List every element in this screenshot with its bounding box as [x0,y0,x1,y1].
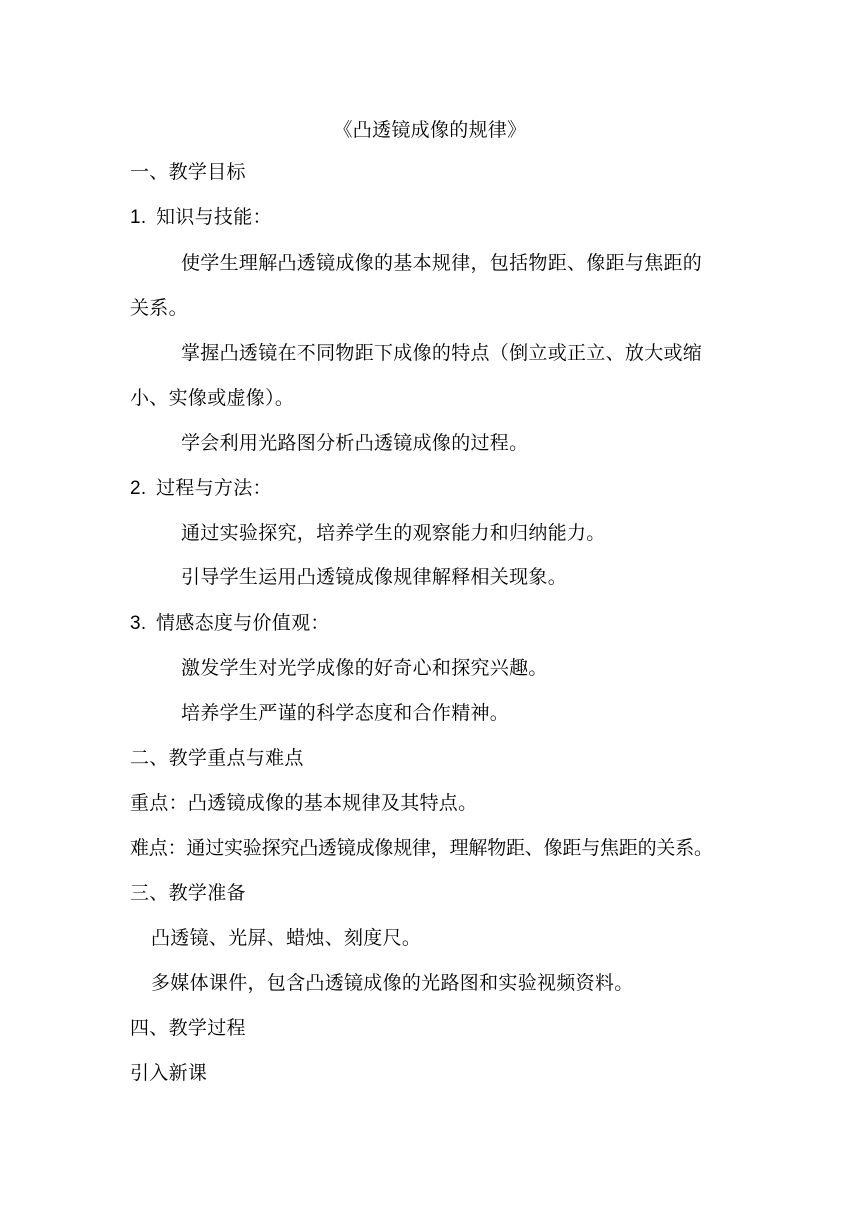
item-label: 知识与技能： [156,206,272,228]
paragraph-line: 使学生理解凸透镜成像的基本规律，包括物距、像距与焦距的 [181,252,703,274]
document-title: 《凸透镜成像的规律》 [333,119,527,141]
section-heading-key-difficult: 二、教学重点与难点 [130,747,304,769]
paragraph-line: 培养学生严谨的科学态度和合作精神。 [181,702,510,724]
paragraph-line: 凸透镜、光屏、蜡烛、刻度尺。 [151,927,422,949]
difficult-point: 难点：通过实验探究凸透镜成像规律，理解物距、像距与焦距的关系。 [130,837,713,859]
item-number: 1. [130,207,147,228]
item-label: 情感态度与价值观： [156,612,330,634]
section-heading-preparation: 三、教学准备 [130,882,246,904]
paragraph-line: 通过实验探究，培养学生的观察能力和归纳能力。 [181,522,606,544]
paragraph-line: 小、实像或虚像）。 [130,387,295,409]
item-label: 过程与方法： [156,477,272,499]
paragraph-line: 引导学生运用凸透镜成像规律解释相关现象。 [181,566,568,588]
section-heading-process: 四、教学过程 [130,1017,246,1039]
paragraph-line: 激发学生对光学成像的好奇心和探究兴趣。 [181,657,548,679]
paragraph-line: 掌握凸透镜在不同物距下成像的特点（倒立或正立、放大或缩 [181,342,703,364]
item-number: 3. [130,613,147,634]
paragraph-line: 关系。 [130,297,188,319]
item-knowledge-skills [130,205,272,230]
item-attitudes-values [130,611,330,636]
item-number: 2. [130,478,147,499]
subheading-introduction: 引入新课 [130,1062,208,1084]
key-point: 重点：凸透镜成像的基本规律及其特点。 [130,792,478,814]
paragraph-line: 多媒体课件，包含凸透镜成像的光路图和实验视频资料。 [151,972,634,994]
paragraph-line: 学会利用光路图分析凸透镜成像的过程。 [181,432,529,454]
section-heading-objectives: 一、教学目标 [130,161,246,183]
item-process-methods [130,476,272,501]
